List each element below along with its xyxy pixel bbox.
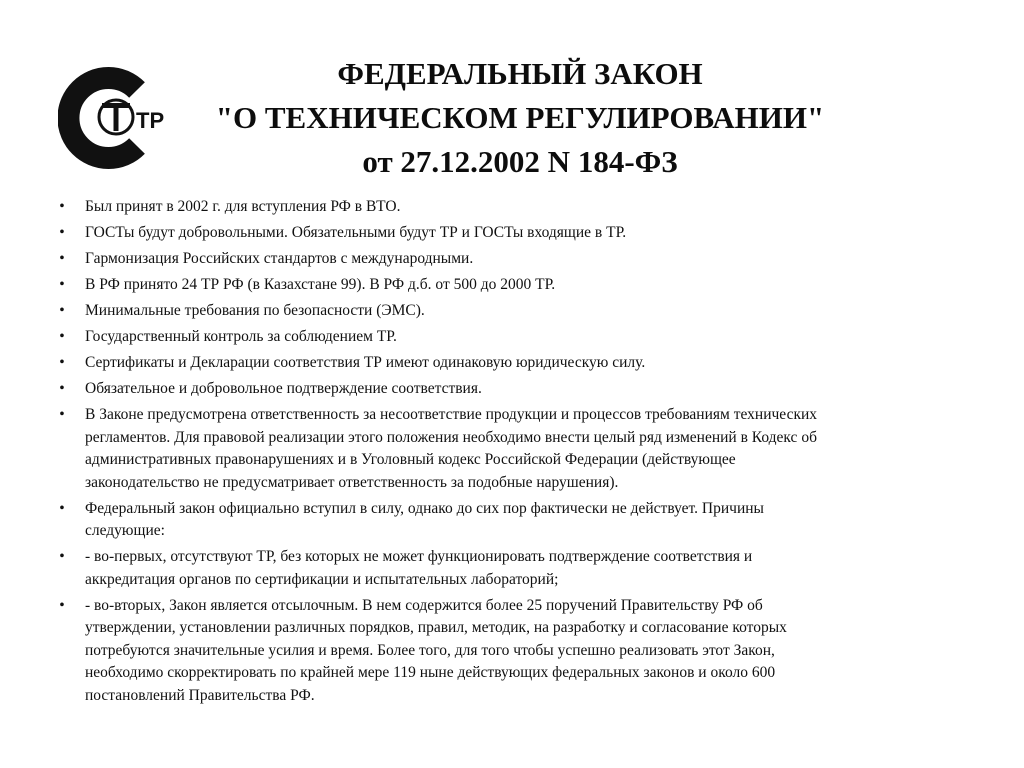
list-item xyxy=(52,300,967,323)
bullet-marker: • xyxy=(59,198,65,215)
list-item-line: утверждении, установлении различных порядков, правил, методик, на разработку и согласование которых xyxy=(85,619,787,636)
bullet-list xyxy=(52,196,967,711)
list-item-line: законодательство не предусматривает ответственность за подобные нарушения). xyxy=(85,473,619,491)
bullet-marker: • xyxy=(59,380,65,397)
bullet-marker: • xyxy=(59,596,65,614)
bullet-marker: • xyxy=(59,354,65,371)
list-item-line: потребуются значительные усилия и время. Более того, для того чтобы успешно реализовать этот Закон, xyxy=(85,641,775,659)
list-item-line: постановлений Правительства РФ. xyxy=(85,686,315,704)
list-item-line: Был принят в 2002 г. для вступления РФ в ВТО. xyxy=(85,198,401,215)
list-item-line: Гармонизация Российских стандартов с международными. xyxy=(85,250,474,267)
list-item xyxy=(52,222,967,245)
title-line-3: от 27.12.2002 N 184-ФЗ xyxy=(362,144,678,179)
list-item-text xyxy=(85,326,967,349)
list-item xyxy=(52,274,967,297)
list-item-text xyxy=(85,222,967,245)
list-item xyxy=(52,404,967,494)
list-item-text xyxy=(85,352,967,375)
title-line-1: ФЕДЕРАЛЬНЫЙ ЗАКОН xyxy=(337,56,703,91)
list-item-text xyxy=(85,546,967,591)
list-item-line: Государственный контроль за соблюдением ТР. xyxy=(85,328,397,345)
list-item xyxy=(52,595,967,708)
bullet-marker: • xyxy=(59,224,65,241)
list-item-text xyxy=(85,595,967,708)
list-item-text xyxy=(85,404,967,494)
list-item-line: Федеральный закон официально вступил в силу, однако до сих пор фактически не действует. Причины xyxy=(85,499,764,517)
list-item-line: необходимо скорректировать по крайней мере 119 ныне действующих федеральных законов и около 600 xyxy=(85,664,776,681)
sst-tr-logo xyxy=(58,62,170,170)
list-item-line: - во-вторых, Закон является отсылочным. В нем содержится более 25 поручений Правительству РФ об xyxy=(85,596,763,614)
list-item-line: В РФ принято 24 ТР РФ (в Казахстане 99). В РФ д.б. от 500 до 2000 ТР. xyxy=(85,276,556,293)
list-item-line: аккредитация органов по сертификации и испытательных лабораторий; xyxy=(85,570,559,588)
list-item-line: административных правонарушениях и в Уголовный кодекс Российской Федерации (действующее xyxy=(85,451,736,468)
logo-text: ТР xyxy=(136,108,165,133)
list-item-line: Обязательное и добровольное подтверждение соответствия. xyxy=(85,380,482,397)
list-item xyxy=(52,248,967,271)
list-item-text xyxy=(85,498,967,543)
list-item-line: следующие: xyxy=(85,522,165,539)
page-title xyxy=(170,52,870,184)
sst-tr-mark-icon xyxy=(58,62,170,170)
bullet-marker: • xyxy=(59,328,65,345)
list-item-text xyxy=(85,248,967,271)
list-item-line: Сертификаты и Декларации соответствия ТР имеют одинаковую юридическую силу. xyxy=(85,354,646,371)
list-item xyxy=(52,352,967,375)
list-item-text xyxy=(85,300,967,323)
list-item-line: регламентов. Для правовой реализации этого положения необходимо внести целый ряд изменений в Кодекс об xyxy=(85,428,817,446)
bullet-marker: • xyxy=(59,499,65,517)
list-item xyxy=(52,326,967,349)
list-item-text xyxy=(85,378,967,401)
bullet-marker: • xyxy=(59,250,65,267)
title-line-2: "О ТЕХНИЧЕСКОМ РЕГУЛИРОВАНИИ" xyxy=(215,100,825,135)
list-item xyxy=(52,196,967,219)
bullet-marker: • xyxy=(59,302,65,319)
list-item-line: Минимальные требования по безопасности (ЭМС). xyxy=(85,302,425,319)
list-item-text xyxy=(85,274,967,297)
list-item-text xyxy=(85,196,967,219)
bullet-marker: • xyxy=(59,276,65,293)
list-item-line: В Законе предусмотрена ответственность за несоответствие продукции и процессов требованиям технических xyxy=(85,406,818,423)
list-item-line: - во-первых, отсутствуют ТР, без которых не может функционировать подтверждение соответствия и xyxy=(85,548,753,565)
bullet-marker: • xyxy=(59,406,65,423)
list-item-line: ГОСТы будут добровольными. Обязательными будут ТР и ГОСТы входящие в ТР. xyxy=(85,224,627,241)
list-item xyxy=(52,498,967,543)
list-item xyxy=(52,546,967,591)
list-item xyxy=(52,378,967,401)
bullet-marker: • xyxy=(59,548,65,565)
